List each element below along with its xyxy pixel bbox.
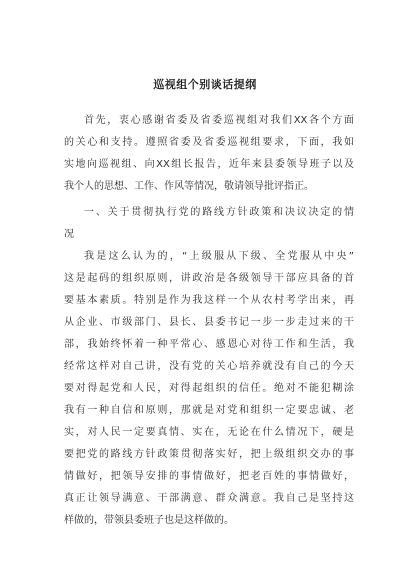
text-line: 我个人的思想、工作、作风等情况，敬请领导批评指正。 xyxy=(64,181,314,192)
text-line: 真正让领导满意、干部满意、群众满意。我自己是坚持这 xyxy=(64,493,354,504)
text-line: 这是起码的组织原则，讲政治是各级领导干部应具备的首 xyxy=(64,273,354,284)
paragraph-intro xyxy=(64,110,354,198)
section-heading-1 xyxy=(64,202,354,246)
text-line: 样做的，带领县委班子也是这样做的。 xyxy=(64,515,234,526)
text-line: 部，我始终怀着一种平常心、感恩心对待工作和生活，我 xyxy=(64,339,354,350)
text-line: 经常这样对自己讲，没有党的关心培养就没有自己的今天 xyxy=(64,361,354,372)
document-title: 巡视组个别谈话提纲 xyxy=(153,78,257,91)
text-line: 况 xyxy=(64,229,74,240)
text-line: 要基本素质。特别是作为我这样一个从农村考学出来，再 xyxy=(64,295,354,306)
text-line: 实，对人民一定要真情、实在，无论在什么情况下，硬是 xyxy=(64,427,354,438)
text-line: 的关心和支持。遵照省委及省委巡视组要求，下面，我如 xyxy=(64,137,354,148)
paragraph-section-1-body xyxy=(64,246,354,532)
text-line: 要对得起党和人民，对得起组织的信任。绝对不能犯糊涂 xyxy=(64,383,354,394)
text-line: 一、关于贯彻执行党的路线方针政策和决议决定的情 xyxy=(84,207,354,218)
text-line: 情做好，把领导安排的事情做好，把老百姓的事情做好， xyxy=(64,471,354,482)
text-line: 实地向巡视组、向XX组长报告，近年来县委领导班子以及 xyxy=(64,159,354,170)
text-line: 首先，衷心感谢省委及省委巡视组对我们XX各个方面 xyxy=(84,115,354,126)
text-line: 从企业、市级部门、县长、县委书记一步一步走过来的干 xyxy=(64,317,354,328)
text-line: 我是这么认为的，“上级服从下级、全党服从中央” xyxy=(84,251,354,262)
text-line: 我有一种自信和原则，那就是对党和组织一定要忠诚、老 xyxy=(64,405,354,416)
text-line: 要把党的路线方针政策贯彻落实好，把上级组织交办的事 xyxy=(64,449,354,460)
